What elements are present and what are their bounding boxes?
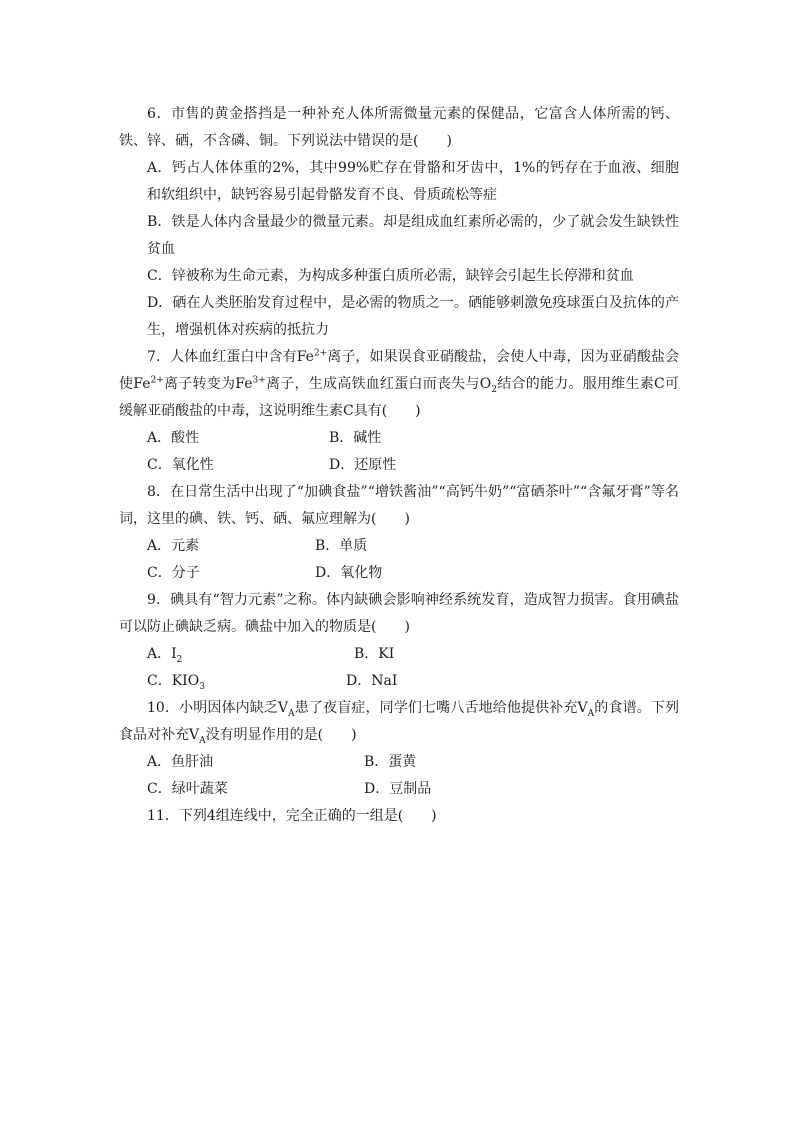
q9-option-c-text: C．KIO: [147, 673, 200, 689]
question-10-option-d: D．豆制品: [364, 781, 432, 797]
question-7-options-row-2: [119, 452, 679, 479]
question-6-option-b: B．铁是人体内含量最少的微量元素。却是组成血红素所必需的，少了就会发生缺铁性贫血: [147, 214, 679, 257]
question-10-options-row-2: [119, 776, 679, 803]
question-9-options-row-1: [119, 641, 679, 668]
q7-superscript: 2+: [150, 375, 164, 386]
question-9-option-a: [147, 641, 354, 668]
question-10-options-row-1: [119, 749, 679, 776]
question-10-option-c: C．绿叶蔬菜: [147, 781, 228, 797]
q7-subscript: 2: [491, 384, 498, 395]
q9-option-a-subscript: 2: [176, 654, 183, 665]
q7-stem-part: 7．人体血红蛋白中含有Fe: [147, 349, 314, 365]
q7-stem-part: 离子，生成高铁血红蛋白而丧失与O: [265, 376, 492, 392]
q7-stem-part: 结合的能力。服用维生素C可缓解亚硝酸盐的中毒，这说明维生素C具有( ): [119, 376, 680, 419]
q9-option-a-text: A．I: [147, 646, 177, 662]
question-8-option-d: D．氧化物: [315, 565, 383, 581]
q7-superscript: 3+: [252, 375, 266, 386]
q7-stem-part: 离子转变为Fe: [163, 376, 253, 392]
question-content: [119, 101, 679, 830]
question-11-stem: 11．下列4组连线中，完全正确的一组是( ): [147, 808, 437, 824]
question-7-options-row-1: [119, 425, 679, 452]
q10-stem-part: 的食谱。下列食品对补充V: [119, 700, 679, 743]
q9-option-c-subscript: 3: [199, 681, 205, 692]
question-6-stem: 6．市售的黄金搭挡是一种补充人体所需微量元素的保健品，它富含人体所需的钙、铁、锌、硒，不含磷、铜。下列说法中错误的是( ): [119, 106, 679, 149]
question-6-option-d: D．硒在人类胚胎发育过程中，是必需的物质之一。硒能够刺激免疫球蛋白及抗体的产生，增强机体对疾病的抵抗力: [147, 295, 679, 338]
question-10-stem: [119, 695, 679, 749]
question-10-option-b: B．蛋黄: [364, 754, 417, 770]
question-8-options-row-1: [119, 533, 679, 560]
question-7-option-c: C．氧化性: [147, 457, 214, 473]
q10-stem-part: 没有明显作用的是( ): [205, 727, 357, 743]
question-9-option-b: B．KI: [354, 646, 395, 662]
question-8-option-b: B．单质: [315, 538, 368, 554]
question-7-option-a: A．酸性: [147, 430, 200, 446]
question-7-option-d: D．还原性: [329, 457, 397, 473]
question-8-stem: 8．在日常生活中出现了“加碘食盐”“增铁酱油”“高钙牛奶”“富硒茶叶”“含氟牙膏”等名词，这里的碘、铁、钙、硒、氟应理解为( ): [119, 484, 679, 527]
question-10-option-a: A．鱼肝油: [147, 754, 214, 770]
question-6-option-c: C．锌被称为生命元素，为构成多种蛋白质所必需，缺锌会引起生长停滞和贫血: [147, 268, 634, 284]
question-9-option-d: D．NaI: [346, 673, 398, 689]
question-6-option-a: A．钙占人体体重的2%，其中99%贮存在骨骼和牙齿中，1%的钙存在于血液、细胞和软组织中，缺钙容易引起骨骼发育不良、骨质疏松等症: [147, 160, 679, 203]
question-8-options-row-2: [119, 560, 679, 587]
question-9-options-row-2: [119, 668, 679, 695]
q7-stem-part: 离子，如果误食亚硝酸盐，会使人中毒，因为亚硝酸盐会使Fe: [119, 349, 680, 392]
question-7-stem: [119, 344, 679, 425]
q10-subscript: A: [288, 708, 295, 719]
question-9-option-c: [147, 668, 346, 695]
question-8-option-c: C．分子: [147, 565, 200, 581]
question-7-option-b: B．碱性: [329, 430, 382, 446]
q10-subscript: A: [199, 735, 206, 746]
question-8-option-a: A．元素: [147, 538, 200, 554]
question-9-stem: 9．碘具有“智力元素”之称。体内缺碘会影响神经系统发育，造成智力损害。食用碘盐可以防止碘缺乏病。碘盐中加入的物质是( ): [119, 592, 679, 635]
q10-stem-part: 患了夜盲症，同学们七嘴八舌地给他提供补充V: [294, 700, 588, 716]
q10-subscript: A: [587, 708, 595, 719]
q10-stem-part: 10．小明因体内缺乏V: [147, 700, 289, 716]
q7-superscript: 2+: [313, 348, 328, 359]
